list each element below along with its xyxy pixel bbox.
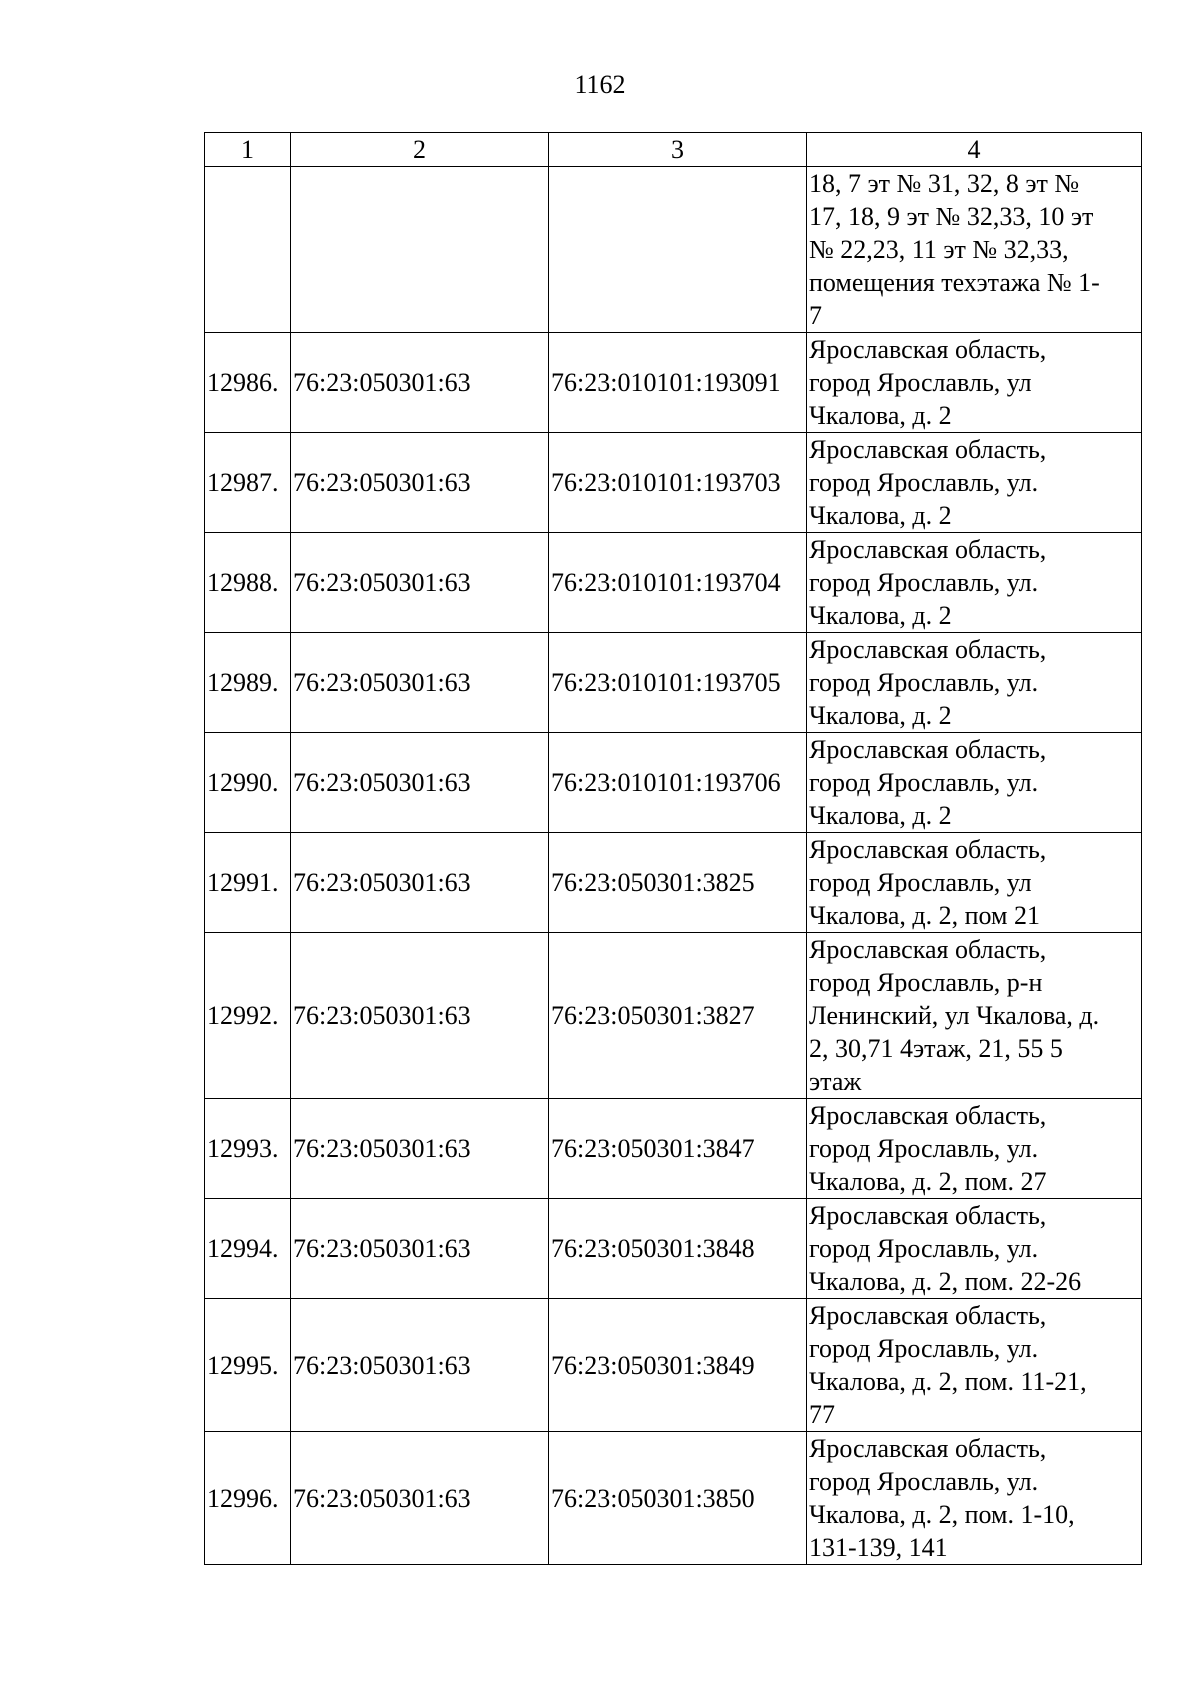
address-cell bbox=[807, 933, 1142, 1099]
address-line: Ярославская область, bbox=[809, 635, 1047, 664]
header-row bbox=[205, 133, 1142, 167]
row-number-cell: 12994. bbox=[205, 1199, 291, 1299]
parcel-number-cell bbox=[291, 167, 549, 333]
address-line: Ярославская область, bbox=[809, 1434, 1047, 1463]
address-cell bbox=[807, 167, 1142, 333]
object-number-cell: 76:23:050301:3850 bbox=[549, 1432, 807, 1565]
address-line: Ярославская область, bbox=[809, 1201, 1047, 1230]
parcel-number-cell: 76:23:050301:63 bbox=[291, 733, 549, 833]
address-cell bbox=[807, 1432, 1142, 1565]
page-number: 1162 bbox=[574, 70, 626, 99]
object-number-cell: 76:23:010101:193704 bbox=[549, 533, 807, 633]
address-line: Ярославская область, bbox=[809, 435, 1047, 464]
table-body bbox=[205, 167, 1142, 1565]
address-line: город Ярославль, ул. bbox=[809, 1234, 1039, 1263]
object-number-cell bbox=[549, 167, 807, 333]
address-line: Ярославская область, bbox=[809, 835, 1047, 864]
parcel-number-cell: 76:23:050301:63 bbox=[291, 933, 549, 1099]
object-number-cell: 76:23:010101:193091 bbox=[549, 333, 807, 433]
address-line: Ярославская область, bbox=[809, 535, 1047, 564]
address-line: 131-139, 141 bbox=[809, 1533, 948, 1562]
address-line: Чкалова, д. 2, пом. 22-26 bbox=[809, 1267, 1082, 1296]
table-row bbox=[205, 933, 1142, 1099]
address-line: город Ярославль, ул. bbox=[809, 468, 1039, 497]
address-line: Ярославская область, bbox=[809, 335, 1047, 364]
address-line: Чкалова, д. 2 bbox=[809, 601, 952, 630]
table-header bbox=[205, 133, 1142, 167]
address-line: № 22,23, 11 эт № 32,33, bbox=[809, 235, 1069, 264]
address-line: город Ярославль, ул bbox=[809, 868, 1032, 897]
address-line: 17, 18, 9 эт № 32,33, 10 эт bbox=[809, 202, 1094, 231]
address-line: город Ярославль, ул bbox=[809, 368, 1032, 397]
table-row bbox=[205, 333, 1142, 433]
registry-table bbox=[204, 132, 1142, 1565]
address-cell bbox=[807, 633, 1142, 733]
address-cell bbox=[807, 333, 1142, 433]
address-line: город Ярославль, ул. bbox=[809, 568, 1039, 597]
parcel-number-cell: 76:23:050301:63 bbox=[291, 333, 549, 433]
column-header-1: 1 bbox=[205, 133, 291, 167]
table-row bbox=[205, 533, 1142, 633]
parcel-number-cell: 76:23:050301:63 bbox=[291, 533, 549, 633]
row-number-cell: 12989. bbox=[205, 633, 291, 733]
table-row bbox=[205, 433, 1142, 533]
address-line: Чкалова, д. 2 bbox=[809, 701, 952, 730]
table-row bbox=[205, 833, 1142, 933]
table-row bbox=[205, 633, 1142, 733]
address-line: этаж bbox=[809, 1067, 862, 1096]
address-line: Чкалова, д. 2, пом. 1-10, bbox=[809, 1500, 1075, 1529]
address-line: Ярославская область, bbox=[809, 735, 1047, 764]
object-number-cell: 76:23:050301:3827 bbox=[549, 933, 807, 1099]
row-number-cell: 12996. bbox=[205, 1432, 291, 1565]
row-number-cell bbox=[205, 167, 291, 333]
row-number-cell: 12993. bbox=[205, 1099, 291, 1199]
column-header-3: 3 bbox=[549, 133, 807, 167]
parcel-number-cell: 76:23:050301:63 bbox=[291, 1199, 549, 1299]
table-row bbox=[205, 1432, 1142, 1565]
address-cell bbox=[807, 1199, 1142, 1299]
address-line: город Ярославль, р-н bbox=[809, 968, 1043, 997]
address-cell bbox=[807, 833, 1142, 933]
parcel-number-cell: 76:23:050301:63 bbox=[291, 433, 549, 533]
address-line: город Ярославль, ул. bbox=[809, 768, 1039, 797]
address-line: Ленинский, ул Чкалова, д. bbox=[809, 1001, 1100, 1030]
column-header-2: 2 bbox=[291, 133, 549, 167]
address-line: Чкалова, д. 2 bbox=[809, 501, 952, 530]
object-number-cell: 76:23:010101:193705 bbox=[549, 633, 807, 733]
parcel-number-cell: 76:23:050301:63 bbox=[291, 1432, 549, 1565]
row-number-cell: 12991. bbox=[205, 833, 291, 933]
row-number-cell: 12992. bbox=[205, 933, 291, 1099]
row-number-cell: 12987. bbox=[205, 433, 291, 533]
address-line: 18, 7 эт № 31, 32, 8 эт № bbox=[809, 169, 1080, 198]
object-number-cell: 76:23:050301:3848 bbox=[549, 1199, 807, 1299]
object-number-cell: 76:23:050301:3849 bbox=[549, 1299, 807, 1432]
address-line: 77 bbox=[809, 1400, 835, 1429]
address-line: 2, 30,71 4этаж, 21, 55 5 bbox=[809, 1034, 1063, 1063]
object-number-cell: 76:23:010101:193706 bbox=[549, 733, 807, 833]
continuation-row bbox=[205, 167, 1142, 333]
address-line: Чкалова, д. 2, пом. 11-21, bbox=[809, 1367, 1087, 1396]
address-cell bbox=[807, 1099, 1142, 1199]
address-line: 7 bbox=[809, 301, 822, 330]
address-line: Чкалова, д. 2 bbox=[809, 401, 952, 430]
address-line: Чкалова, д. 2, пом. 27 bbox=[809, 1167, 1047, 1196]
column-header-4: 4 bbox=[807, 133, 1142, 167]
parcel-number-cell: 76:23:050301:63 bbox=[291, 1099, 549, 1199]
address-cell bbox=[807, 733, 1142, 833]
row-number-cell: 12990. bbox=[205, 733, 291, 833]
address-cell bbox=[807, 533, 1142, 633]
table-row bbox=[205, 733, 1142, 833]
parcel-number-cell: 76:23:050301:63 bbox=[291, 1299, 549, 1432]
row-number-cell: 12986. bbox=[205, 333, 291, 433]
object-number-cell: 76:23:010101:193703 bbox=[549, 433, 807, 533]
address-line: Чкалова, д. 2, пом 21 bbox=[809, 901, 1040, 930]
address-line: Ярославская область, bbox=[809, 1301, 1047, 1330]
parcel-number-cell: 76:23:050301:63 bbox=[291, 633, 549, 733]
address-cell bbox=[807, 433, 1142, 533]
object-number-cell: 76:23:050301:3825 bbox=[549, 833, 807, 933]
row-number-cell: 12988. bbox=[205, 533, 291, 633]
address-line: помещения техэтажа № 1- bbox=[809, 268, 1100, 297]
address-line: город Ярославль, ул. bbox=[809, 1334, 1039, 1363]
address-line: город Ярославль, ул. bbox=[809, 1467, 1039, 1496]
address-line: Ярославская область, bbox=[809, 935, 1047, 964]
row-number-cell: 12995. bbox=[205, 1299, 291, 1432]
table-row bbox=[205, 1199, 1142, 1299]
address-line: город Ярославль, ул. bbox=[809, 1134, 1039, 1163]
table-row bbox=[205, 1299, 1142, 1432]
address-line: Чкалова, д. 2 bbox=[809, 801, 952, 830]
address-line: город Ярославль, ул. bbox=[809, 668, 1039, 697]
table-row bbox=[205, 1099, 1142, 1199]
address-line: Ярославская область, bbox=[809, 1101, 1047, 1130]
address-cell bbox=[807, 1299, 1142, 1432]
object-number-cell: 76:23:050301:3847 bbox=[549, 1099, 807, 1199]
parcel-number-cell: 76:23:050301:63 bbox=[291, 833, 549, 933]
